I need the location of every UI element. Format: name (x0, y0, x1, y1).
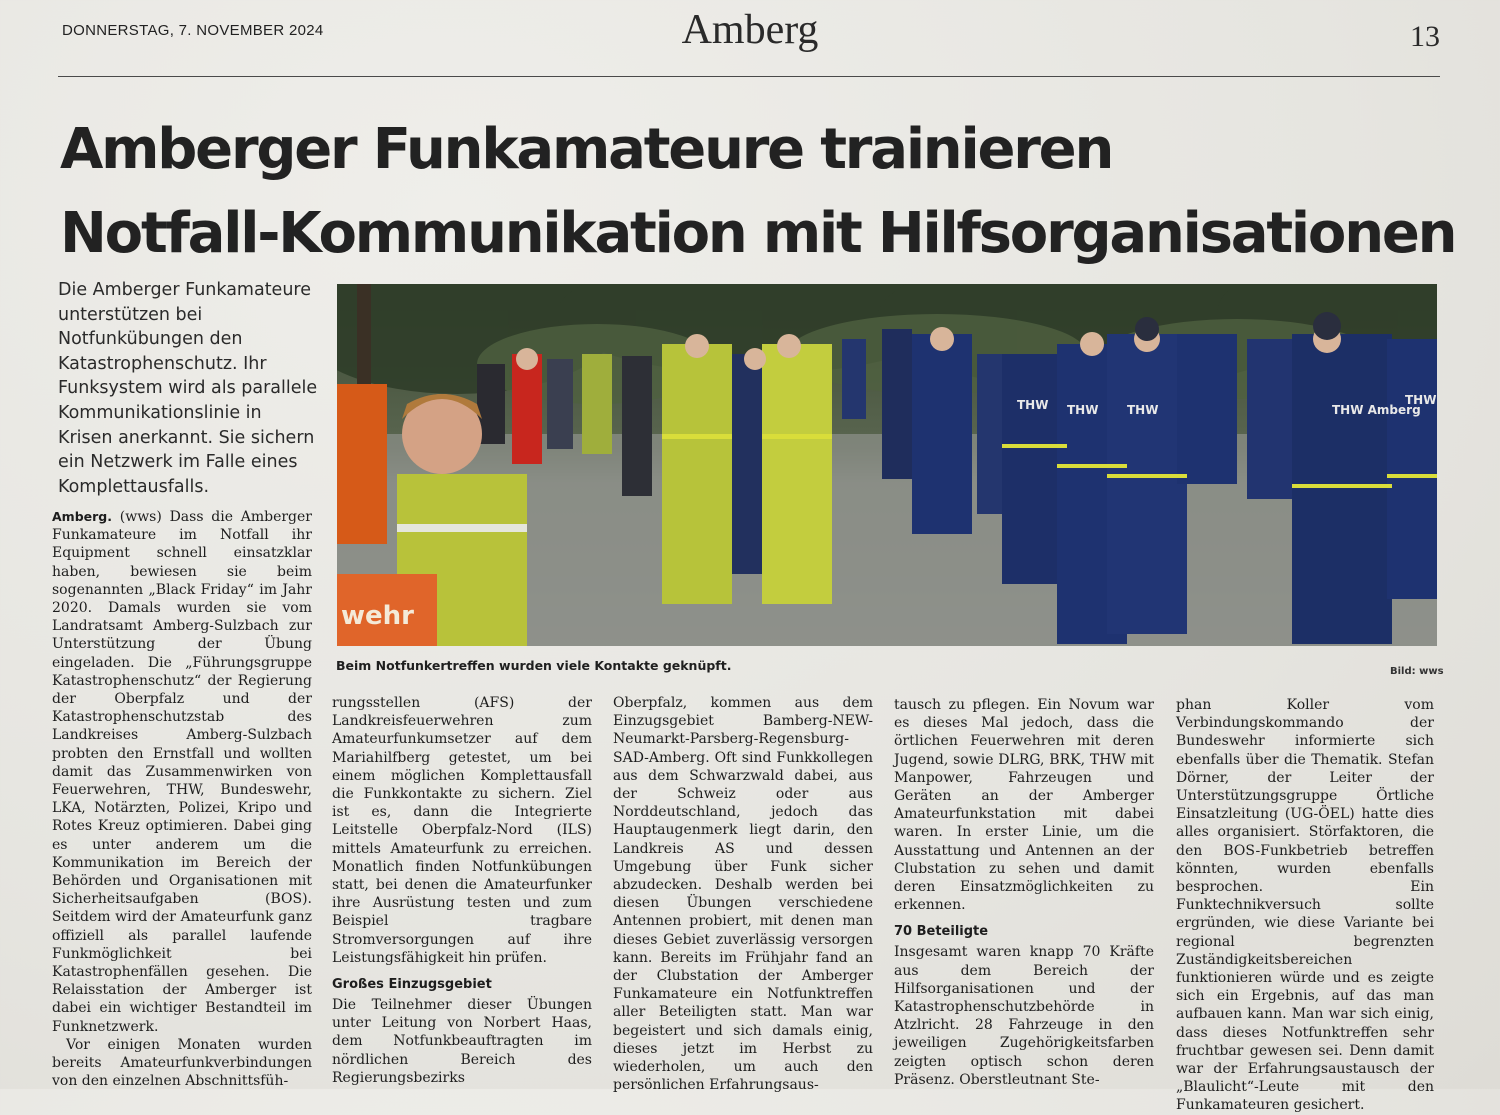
subheading: 70 Beteiligte (894, 924, 989, 940)
paragraph-text: (wws) Dass die Amberger Funkamateure im Notfall ihr Equipment schnell einsatzklar haben, bewiesen sie beim sogenannten „Black Friday“ im Jahr 2020. Damals wurden sie vom Landratsamt Amberg-Sulzbach zur Unterstützung der Übung eingeladen. Die „Führungsgruppe Katastrophenschutz“ der Regierung der Oberpfalz und der Katastrophenschutzstab des Landkreises Amberg-Sulzbach probten den Ernstfall und wollten damit das Zusammenwirken von Feuerwehren, THW, Bundeswehr, LKA, Notärzten, Polizei, Kripo und Rotes Kreuz optimieren. Dabei ging es unter anderem um die Kommunikation im Bereich der Behörden und Organisationen mit Sicherheitsaufgaben (BOS). Seitdem wird der Amateurfunk ganz offiziell als parallel laufende Funkmöglichkeit bei Katastrophenfällen gesehen. Die Relaisstation der Amberger ist dabei ein wichtiger Bestandteil im Funknetzwerk. (52, 509, 312, 1035)
article-column-5 (1176, 696, 1434, 1115)
article-paragraph: phan Koller vom Verbindungskommando der Bundeswehr informierte sich ebenfalls über die Thematik. Stefan Dörner, der Leiter der Unterstützungsgruppe Örtliche Einsatzleitung (UG-ÖEL) hatte dies alles organisiert. Störfaktoren, die den BOS-Funkbetrieb betreffen könnten, wurden ebenfalls besprochen. Ein Funktechnikversuch sollte ergründen, wie diese Variante bei regional begrenzten Zuständigkeitsbereichen funktionieren würde und es zeigte sich ein Ergebnis, auf das man aufbauen kann. Man war sich einig, dass dieses Notfunktreffen sehr fruchtbar gewesen sei. Denn damit war der Erfahrungsaustausch der „Blaulicht“-Leute mit den Funkamateuren gesichert. (1176, 697, 1434, 1114)
issue-date: DONNERSTAG, 7. NOVEMBER 2024 (62, 22, 324, 39)
dateline: Amberg. (52, 509, 112, 524)
headline-line-1: Amberger Funkamateure trainieren (60, 117, 1113, 182)
jacket-label: THW (1067, 403, 1099, 417)
article-paragraph: Vor einigen Monaten wurden bereits Amateurfunkverbindungen von den einzelnen Abschnittsfüh- (52, 1036, 312, 1090)
jacket-label: THW (1017, 398, 1049, 412)
article-paragraph: rungsstellen (AFS) der Landkreisfeuerwehren zum Amateurfunkumsetzer auf dem Mariahilfberg getestet, um bei einem möglichen Komplettausfall die Funkkontakte zu sichern. Ziel ist es, dann die Integrierte Leitstelle Oberpfalz-Nord (ILS) mittels Amateurfunk zu erreichen. Monatlich finden Notfunkübungen statt, bei denen die Amateurfunker ihre Ausrüstung testen und zum Beispiel tragbare Stromversorgungen auf ihre Leistungsfähigkeit hin prüfen. (332, 695, 592, 966)
article-photo (337, 284, 1437, 646)
section-title: Amberg (681, 7, 819, 53)
header-rule (58, 76, 1440, 77)
headline-line-2: Notfall-Kommunikation mit Hilfsorganisationen (60, 201, 1456, 266)
page-number: 13 (1410, 20, 1440, 53)
jacket-label-wehr: wehr (341, 601, 414, 631)
article-column-1 (52, 508, 312, 1091)
article-column-3 (613, 694, 873, 1094)
article-paragraph: Oberpfalz, kommen aus dem Einzugsgebiet Bamberg-NEW-Neumarkt-Parsberg-Regensburg-SAD-Amberg. Oft sind Funkkollegen aus dem Schwarzwald dabei, aus der Schweiz oder aus Norddeutschland, jedoch das Hauptaugenmerk liegt darin, den Landkreis AS und dessen Umgebung über Funk sicher abzudecken. Deshalb werden bei diesen Übungen verschiedene Antennen probiert, mit denen man dieses Gebiet zuverlässig versorgen kann. Bereits im Frühjahr fand an der Clubstation der Amberger Funkamateure ein Notfunktreffen aller Beteiligten statt. Man war begeistert und sich damals einig, dieses jetzt im Herbst zu wiederholen, um auch den persönlichen Erfahrungsaus- (613, 695, 873, 1094)
jacket-label: THW (1405, 393, 1437, 407)
article-paragraph: Insgesamt waren knapp 70 Kräfte aus dem Bereich der Hilfsorganisationen und der Katastrophenschutzbehörde in Atzlricht. 28 Fahrzeuge in den jeweiligen Zugehörigkeitsfarben zeigten optisch schon deren Präsenz. Oberstleutnant Ste- (894, 944, 1154, 1088)
photo-credit: Bild: wws (1390, 666, 1444, 677)
article-column-2 (332, 694, 592, 1087)
article-paragraph: tausch zu pflegen. Ein Novum war es dieses Mal jedoch, dass die örtlichen Feuerwehren mit deren Jugend, sowie DLRG, BRK, THW mit Manpower, Fahrzeugen und Geräten an der Amberger Amateurfunkstation mit dabei waren. In erster Linie, um die Ausstattung und Antennen an der Clubstation zu sehen und damit deren Einsatzmöglichkeiten zu erkennen. (894, 697, 1154, 914)
jacket-label: THW Amberg (1332, 403, 1421, 417)
subheading: Großes Einzugsgebiet (332, 977, 492, 993)
headline (60, 108, 1460, 276)
jacket-label: THW (1127, 403, 1159, 417)
photo-illustration (337, 284, 1437, 646)
article-column-4 (894, 696, 1154, 1089)
article-paragraph: Die Teilnehmer dieser Übungen unter Leitung von Norbert Haas, dem Notfunkbeauftragten im nördlichen Bereich des Regierungsbezirks (332, 997, 592, 1086)
photo-caption: Beim Notfunkertreffen wurden viele Kontakte geknüpft. (336, 658, 732, 673)
teaser-text: Die Amberger Funkamateure unterstützen bei Notfunkübungen den Katastrophenschutz. Ihr Funksystem wird als parallele Kommunikationslinie in Krisen anerkannt. Sie sichern ein Netzwerk im Falle eines Komplettausfalls. (58, 280, 318, 497)
article-paragraph (52, 508, 312, 1036)
